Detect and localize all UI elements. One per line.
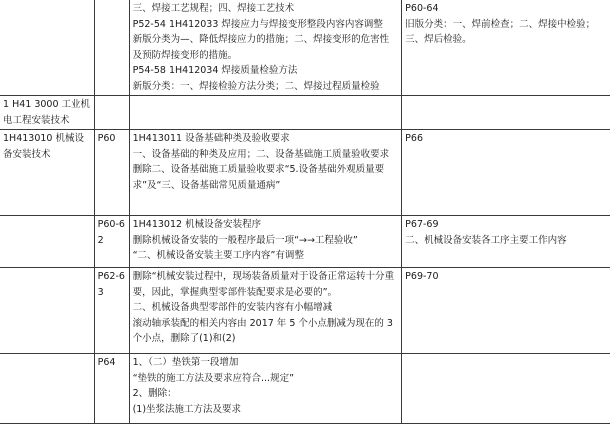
chapter-cell (0, 96, 94, 130)
text-line: 删除二、设备基础施工质量验收要求“5.设备基础外观质量要求”及“三、设备基础常见质量通病” (132, 164, 385, 191)
text-line: 滚动轴承装配的相关内容由 2017 年 5 个小点删减为现在的 3 个小点，删除了(1)和(2) (132, 317, 393, 344)
page-cell (94, 130, 129, 216)
old-content-cell (402, 0, 610, 96)
old-content-cell (402, 354, 610, 424)
table-row (0, 216, 610, 268)
text-line: P60-64 (405, 3, 439, 14)
new-content-cell (129, 354, 402, 424)
page-ref: P60-62 (97, 219, 125, 246)
text-line: 1H413011 设备基础种类及验收要求 (132, 133, 290, 144)
page-ref: P64 (97, 357, 116, 368)
page-ref: P60 (97, 133, 116, 144)
table-row (0, 0, 610, 96)
chapter-cell (0, 0, 94, 96)
chapter-cell (0, 216, 94, 268)
text-line: 新版分类：一、焊接检验方法分类；二、焊接过程质量检验 (132, 80, 380, 92)
old-content-cell (402, 130, 610, 216)
chapter-cell (0, 268, 94, 354)
chapter-cell (0, 354, 94, 424)
text-line: 旧版分类：一、焊前检查；二、焊接中检验；三、焊后检验。 (405, 18, 596, 45)
table-row (0, 268, 610, 354)
page-cell (94, 0, 129, 96)
text-line: “二、机械设备安装主要工序内容”有调整 (132, 250, 304, 261)
new-content-cell (129, 96, 402, 130)
new-content-cell (129, 130, 402, 216)
page-cell (94, 268, 129, 354)
new-content-cell (129, 0, 402, 96)
text-line: 删除“机械安装过程中，现场装备质量对于设备正常运转十分重要，因此，掌握典型零部件装配要求是必要的”。 (132, 271, 395, 298)
page-ref: P67-69 (405, 219, 439, 230)
table-row (0, 354, 610, 424)
table-row (0, 96, 610, 130)
text-line: 1H413012 机械设备安装程序 (132, 219, 262, 230)
page-ref: P62-63 (97, 271, 125, 298)
text-line: 1、（二）垫铁第一段增加 (132, 357, 239, 368)
section-title: 1H413010 机械设备安装技术 (3, 133, 84, 160)
text-line: 新版分类为—、降低焊接应力的措施；二、焊接变形的危害性及预防焊接变形的措施。 (132, 34, 390, 61)
new-content-cell (129, 216, 402, 268)
new-content-cell (129, 268, 402, 354)
text-line: “垫铁的施工方法及要求应符合...规定” (132, 372, 294, 384)
text-line: 二、机械设备安装各工序主要工作内容 (405, 234, 567, 246)
chapter-cell (0, 130, 94, 216)
page-cell (94, 96, 129, 130)
old-content-cell (402, 216, 610, 268)
page-ref: P66 (405, 133, 423, 144)
old-content-cell (402, 96, 610, 130)
text-line: 删除机械设备安装的一般程序最后一项“→→工程验收” (132, 234, 358, 246)
table-row (0, 130, 610, 216)
page-cell (94, 216, 129, 268)
text-line: 2、删除： (132, 388, 177, 399)
text-line: (1)坐浆法施工方法及要求 (132, 403, 242, 415)
page-cell (94, 354, 129, 424)
old-content-cell (402, 268, 610, 354)
page-ref: P69-70 (405, 271, 439, 282)
text-line: P54-58 1H412034 焊接质量检验方法 (132, 65, 298, 76)
text-line: 二、机械设备典型零部件的安装内容有小幅增减 (132, 302, 333, 313)
chapter-title: 1 H41 3000 工业机电工程安装技术 (3, 99, 91, 126)
text-line: 三、焊接工艺规程；四、焊接工艺技术 (132, 3, 295, 14)
text-line: 一、设备基础的种类及应用；二、设备基础施工质量验收要求 (132, 148, 390, 160)
text-line: P52-54 1H412033 焊接应力与焊接变形整段内容内容调整 (132, 18, 383, 30)
